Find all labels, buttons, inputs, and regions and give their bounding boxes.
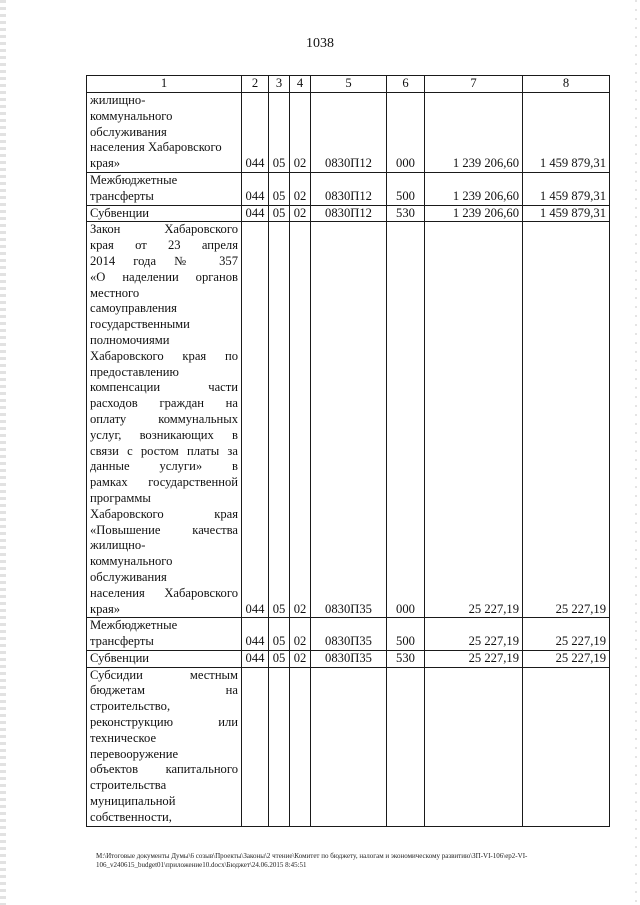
sum-2016-cell: 1 239 206,60 bbox=[425, 93, 523, 173]
file-path-footer bbox=[96, 852, 616, 870]
target-article-cell: 0830П12 bbox=[311, 205, 387, 222]
target-article-cell: 0830П12 bbox=[311, 93, 387, 173]
row-name-line: самоуправления bbox=[90, 301, 177, 316]
row-name-line: связи с ростом платы за bbox=[90, 443, 238, 458]
row-name-cell bbox=[87, 93, 242, 173]
scan-left-edge bbox=[0, 0, 6, 905]
row-name-cell bbox=[87, 667, 242, 826]
table-row bbox=[87, 205, 610, 222]
sum-2017-cell bbox=[523, 667, 610, 826]
grbs-cell: 044 bbox=[242, 618, 269, 651]
header-cell: 7 bbox=[425, 76, 523, 93]
row-name-line: коммунального bbox=[90, 554, 173, 569]
grbs-cell: 044 bbox=[242, 650, 269, 667]
row-name-line: Закон Хабаровского bbox=[90, 222, 238, 237]
header-cell: 5 bbox=[311, 76, 387, 93]
section-cell: 05 bbox=[269, 618, 290, 651]
footer-line: 106_v240615_budget01\приложение10.docx\Бюджет\24.06.2015 8:45:51 bbox=[96, 861, 307, 869]
target-article-cell bbox=[311, 667, 387, 826]
sum-2017-cell: 25 227,19 bbox=[523, 650, 610, 667]
header-cell: 4 bbox=[290, 76, 311, 93]
expense-type-cell: 500 bbox=[387, 172, 425, 205]
footer-line: М:\Итоговые документы Думы\6 созыв\Проекты\Законы\2 чтение\Комитет по бюджету, налогам и экономическому развитию\ЗП-VI-106\ер2-VI- bbox=[96, 852, 528, 860]
row-name-line: данные услуги» в bbox=[90, 459, 238, 474]
sum-2016-cell: 25 227,19 bbox=[425, 650, 523, 667]
header-row bbox=[87, 76, 610, 93]
sum-2017-cell: 1 459 879,31 bbox=[523, 93, 610, 173]
row-name-line: муниципальной bbox=[90, 794, 176, 809]
table-row bbox=[87, 667, 610, 826]
grbs-cell: 044 bbox=[242, 172, 269, 205]
row-name-cell bbox=[87, 205, 242, 222]
subsection-cell: 02 bbox=[290, 205, 311, 222]
sum-2016-cell: 1 239 206,60 bbox=[425, 205, 523, 222]
row-name-line: Субвенции bbox=[90, 650, 150, 665]
section-cell bbox=[269, 667, 290, 826]
section-cell: 05 bbox=[269, 172, 290, 205]
grbs-cell: 044 bbox=[242, 93, 269, 173]
row-name-line: трансферты bbox=[90, 634, 154, 649]
row-name-line: компенсации части bbox=[90, 380, 238, 395]
target-article-cell: 0830П35 bbox=[311, 222, 387, 618]
expense-type-cell: 530 bbox=[387, 205, 425, 222]
table-body bbox=[87, 76, 610, 827]
row-name-line: техническое bbox=[90, 730, 157, 745]
row-name-line: предоставлению bbox=[90, 364, 179, 379]
scan-right-edge bbox=[635, 0, 637, 905]
row-name-line: трансферты bbox=[90, 188, 154, 203]
header-cell: 2 bbox=[242, 76, 269, 93]
row-name-line: расходов граждан на bbox=[90, 396, 238, 411]
section-cell: 05 bbox=[269, 650, 290, 667]
grbs-cell: 044 bbox=[242, 222, 269, 618]
row-name-line: реконструкцию или bbox=[90, 715, 238, 730]
row-name-line: собственности, bbox=[90, 809, 172, 824]
row-name-line: полномочиями bbox=[90, 332, 170, 347]
target-article-cell: 0830П12 bbox=[311, 172, 387, 205]
subsection-cell: 02 bbox=[290, 650, 311, 667]
grbs-cell bbox=[242, 667, 269, 826]
header-cell: 8 bbox=[523, 76, 610, 93]
row-name-line: края» bbox=[90, 601, 121, 616]
table-row bbox=[87, 172, 610, 205]
table-row bbox=[87, 93, 610, 173]
grbs-cell: 044 bbox=[242, 205, 269, 222]
section-cell: 05 bbox=[269, 222, 290, 618]
row-name-line: Субвенции bbox=[90, 205, 150, 220]
expense-type-cell: 000 bbox=[387, 93, 425, 173]
row-name-line: оплату коммунальных bbox=[90, 411, 238, 426]
row-name-line: государственными bbox=[90, 317, 190, 332]
row-name-line: бюджетам на bbox=[90, 683, 238, 698]
row-name-line: населения Хабаровского bbox=[90, 585, 238, 600]
row-name-line: Хабаровского края bbox=[90, 506, 238, 521]
budget-table bbox=[86, 75, 610, 827]
row-name-line: «О наделении органов bbox=[90, 269, 238, 284]
sum-2016-cell: 25 227,19 bbox=[425, 222, 523, 618]
sum-2017-cell: 25 227,19 bbox=[523, 222, 610, 618]
row-name-cell bbox=[87, 650, 242, 667]
sum-2017-cell: 1 459 879,31 bbox=[523, 205, 610, 222]
target-article-cell: 0830П35 bbox=[311, 618, 387, 651]
sum-2016-cell: 25 227,19 bbox=[425, 618, 523, 651]
section-cell: 05 bbox=[269, 205, 290, 222]
header-cell: 1 bbox=[87, 76, 242, 93]
expense-type-cell: 500 bbox=[387, 618, 425, 651]
row-name-cell bbox=[87, 172, 242, 205]
row-name-line: объектов капитального bbox=[90, 762, 238, 777]
row-name-line: рамках государственной bbox=[90, 475, 238, 490]
row-name-line: обслуживания bbox=[90, 569, 167, 584]
row-name-line: обслуживания bbox=[90, 124, 167, 139]
row-name-line: услуг, возникающих в bbox=[90, 427, 238, 442]
subsection-cell: 02 bbox=[290, 93, 311, 173]
row-name-line: жилищно- bbox=[90, 538, 146, 553]
row-name-line: строительство, bbox=[90, 699, 171, 714]
header-cell: 3 bbox=[269, 76, 290, 93]
target-article-cell: 0830П35 bbox=[311, 650, 387, 667]
page-number: 1038 bbox=[306, 36, 334, 51]
subsection-cell: 02 bbox=[290, 618, 311, 651]
row-name-cell bbox=[87, 618, 242, 651]
row-name-line: населения Хабаровского bbox=[90, 140, 222, 155]
row-name-line: Субсидии местным bbox=[90, 667, 238, 682]
row-name-line: строительства bbox=[90, 778, 167, 793]
row-name-line: программы bbox=[90, 490, 151, 505]
sum-2017-cell: 25 227,19 bbox=[523, 618, 610, 651]
row-name-line: местного bbox=[90, 285, 140, 300]
header-cell: 6 bbox=[387, 76, 425, 93]
row-name-line: Межбюджетные bbox=[90, 172, 178, 187]
subsection-cell: 02 bbox=[290, 172, 311, 205]
expense-type-cell bbox=[387, 667, 425, 826]
row-name-line: коммунального bbox=[90, 108, 173, 123]
row-name-line: перевооружение bbox=[90, 746, 179, 761]
subsection-cell: 02 bbox=[290, 222, 311, 618]
sum-2016-cell bbox=[425, 667, 523, 826]
row-name-line: «Повышение качества bbox=[90, 522, 238, 537]
expense-type-cell: 530 bbox=[387, 650, 425, 667]
table-row bbox=[87, 650, 610, 667]
row-name-line: края» bbox=[90, 156, 121, 171]
subsection-cell bbox=[290, 667, 311, 826]
expense-type-cell: 000 bbox=[387, 222, 425, 618]
sum-2016-cell: 1 239 206,60 bbox=[425, 172, 523, 205]
row-name-line: Хабаровского края по bbox=[90, 348, 238, 363]
table-row bbox=[87, 222, 610, 618]
section-cell: 05 bbox=[269, 93, 290, 173]
row-name-line: 2014 года № 357 bbox=[90, 253, 238, 268]
row-name-line: Межбюджетные bbox=[90, 618, 178, 633]
row-name-line: края от 23 апреля bbox=[90, 238, 238, 253]
sum-2017-cell: 1 459 879,31 bbox=[523, 172, 610, 205]
row-name-cell bbox=[87, 222, 242, 618]
table-row bbox=[87, 618, 610, 651]
row-name-line: жилищно- bbox=[90, 93, 146, 107]
